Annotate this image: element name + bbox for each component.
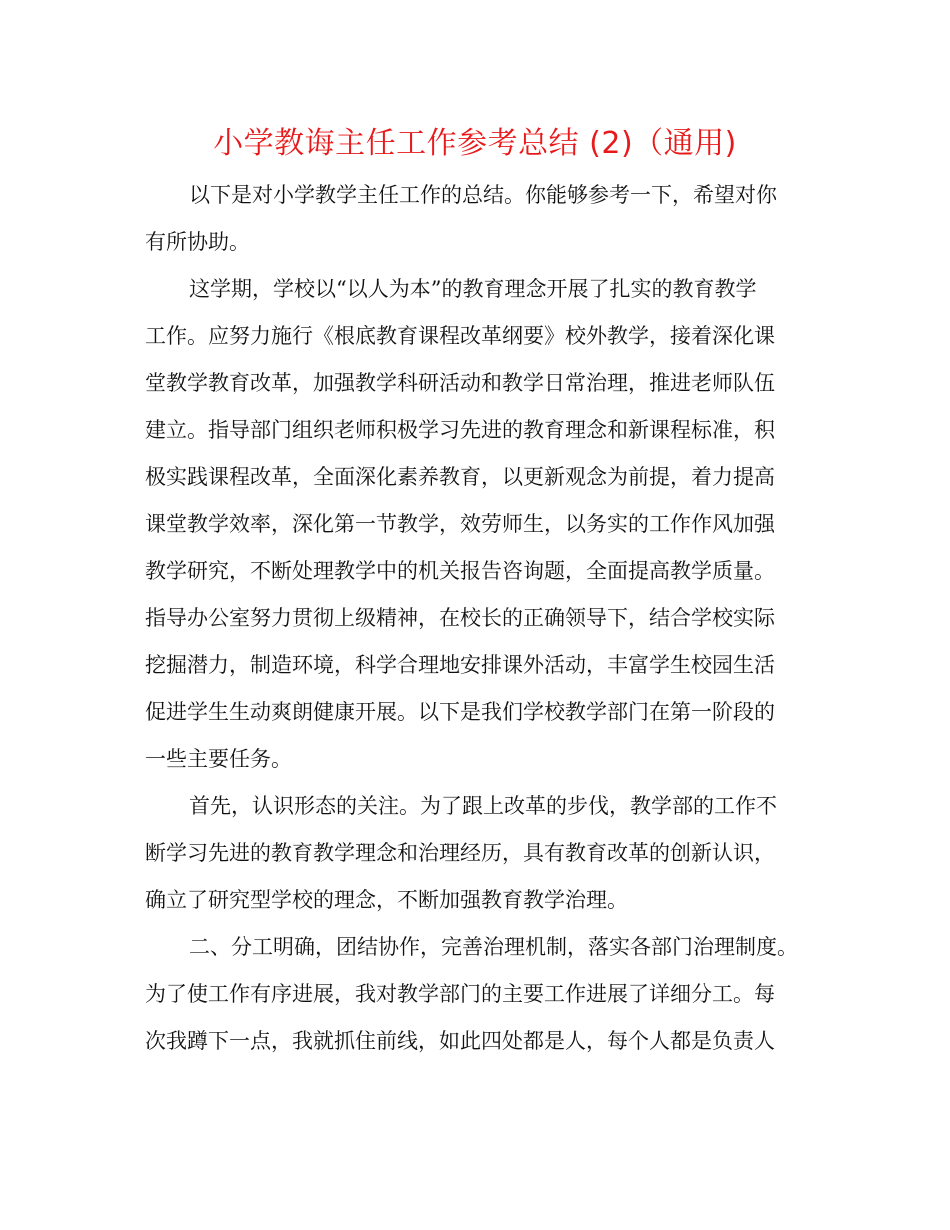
paragraph-line: 为了使工作有序进展，我对教学部门的主要工作进展了详细分工。每 [145, 982, 775, 1006]
paragraph-line: 断学习先进的教育教学理念和治理经历，具有教育改革的创新认识， [145, 841, 775, 865]
paragraph-line: 次我蹲下一点，我就抓住前线，如此四处都是人，每个人都是负责人 [145, 1029, 775, 1053]
paragraph-line: 首先，认识形态的关注。为了跟上改革的步伐，教学部的工作不 [189, 794, 777, 818]
paragraph-line: 工作。应努力施行《根底教育课程改革纲要》校外教学，接着深化课 [145, 324, 775, 348]
paragraph-line: 指导办公室努力贯彻上级精神，在校长的正确领导下，结合学校实际 [145, 606, 775, 630]
paragraph-line: 促进学生生动爽朗健康开展。以下是我们学校教学部门在第一阶段的 [145, 700, 775, 724]
paragraph-semester [145, 266, 810, 783]
paragraph-line: 教学研究，不断处理教学中的机关报告咨询题，全面提高教学质量。 [145, 559, 775, 583]
paragraph-line: 以下是对小学教学主任工作的总结。你能够参考一下，希望对你 [189, 183, 777, 207]
document-body [145, 172, 810, 1065]
paragraph-line: 这学期，学校以“以人为本”的教育理念开展了扎实的教育教学 [189, 277, 757, 301]
paragraph-line: 课堂教学效率，深化第一节教学，效劳师生，以务实的工作作风加强 [145, 512, 775, 536]
paragraph-line: 堂教学教育改革，加强教学科研活动和教学日常治理，推进老师队伍 [145, 371, 775, 395]
paragraph-line: 挖掘潜力，制造环境，科学合理地安排课外活动，丰富学生校园生活 [145, 653, 775, 677]
paragraph-intro [145, 172, 810, 266]
paragraph-line: 确立了研究型学校的理念，不断加强教育教学治理。 [145, 888, 628, 912]
paragraph-line: 二、分工明确，团结协作，完善治理机制，落实各部门治理制度。 [189, 935, 798, 959]
document-title: 小学教诲主任工作参考总结 (2)（通用) [213, 126, 737, 161]
paragraph-second [145, 924, 810, 1065]
paragraph-line: 建立。指导部门组织老师积极学习先进的教育理念和新课程标准，积 [145, 418, 775, 442]
paragraph-line: 一些主要任务。 [145, 747, 292, 771]
paragraph-line: 极实践课程改革，全面深化素养教育，以更新观念为前提，着力提高 [145, 465, 775, 489]
paragraph-first [145, 783, 810, 924]
paragraph-line: 有所协助。 [145, 230, 250, 254]
